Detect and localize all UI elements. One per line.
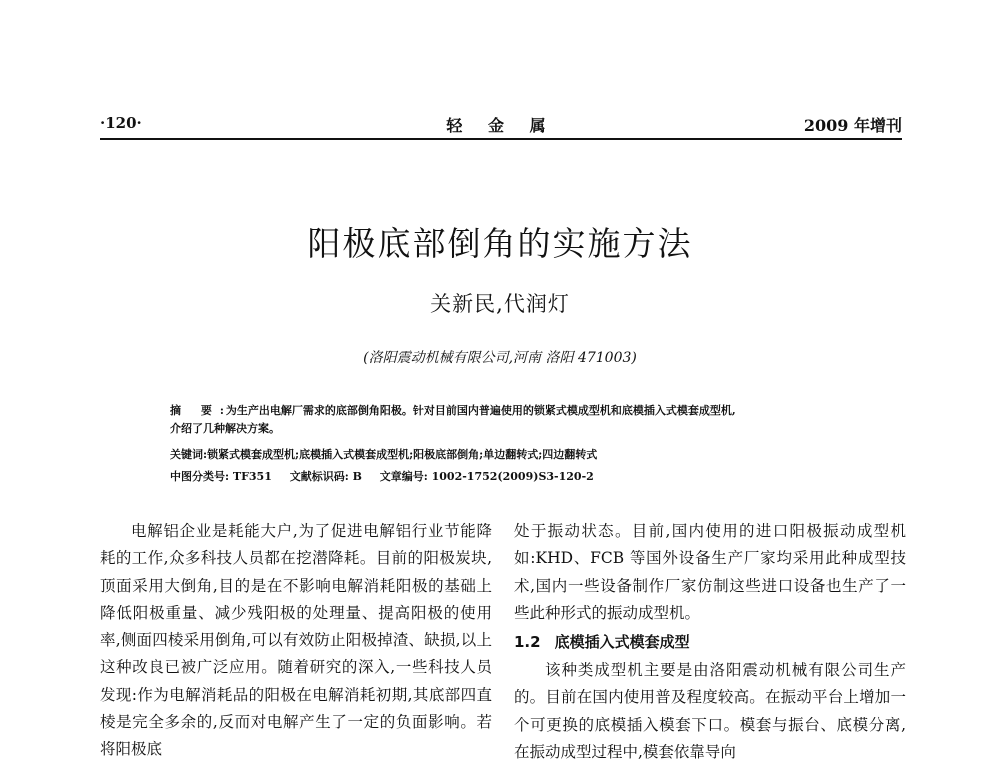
keywords-text: 锁紧式模套成型机;底模插入式模套成型机;阳极底部倒角;单边翻转式;四边翻转式 <box>207 448 598 461</box>
article-number: 文章编号: 1002-1752(2009)S3-120-2 <box>379 470 594 483</box>
issue-label: 2009 年增刊 <box>803 116 902 135</box>
journal-name: 轻 金 属 <box>446 116 556 135</box>
body-column-right <box>514 518 906 766</box>
abstract-text-line2: 介绍了几种解决方案。 <box>170 422 280 435</box>
keywords <box>170 446 870 464</box>
page-header <box>100 112 902 140</box>
section-heading <box>514 627 906 657</box>
abstract <box>170 402 870 438</box>
body-paragraph: 电解铝企业是耗能大户,为了促进电解铝行业节能降耗的工作,众多科技人员都在挖潜降耗。目前的阳极炭块,顶面采用大倒角,目的是在不影响电解消耗阳极的基础上降低阳极重量、减少残阳极的处理量、提高阳极的使用率,侧面四棱采用倒角,可以有效防止阳极掉渣、缺损,以上这种改良已被广泛应用。随着研究的深入,一些科技人员发现:作为电解消耗品的阳极在电解消耗初期,其底部四直棱是完全多余的,反而对电解产生了一定的负面影响。若将阳极底 <box>100 522 492 759</box>
section-title: 底模插入式模套成型 <box>554 633 690 652</box>
article-affiliation: (洛阳震动机械有限公司,河南 洛阳 471003) <box>363 350 637 366</box>
classification-line <box>170 468 870 486</box>
abstract-text-line1: 为生产出电解厂需求的底部倒角阳极。针对目前国内普遍使用的锁紧式模成型机和底模插入式模套成型机, <box>225 404 736 417</box>
article-title: 阳极底部倒角的实施方法 <box>307 224 693 263</box>
body-paragraph: 该种类成型机主要是由洛阳震动机械有限公司生产的。目前在国内使用普及程度较高。在振动平台上增加一个可更换的底模插入模套下口。模套与振台、底模分离,在振动成型过程中,模套依靠导向 <box>514 661 906 762</box>
body-column-left <box>100 518 492 764</box>
keywords-label: 关键词: <box>170 448 208 461</box>
abstract-label: 摘 要: <box>170 404 232 417</box>
classification-number: 中图分类号: TF351 <box>170 470 272 483</box>
page-number: ·120· <box>100 114 142 132</box>
document-code: 文献标识码: B <box>289 470 362 483</box>
article-authors: 关新民,代润灯 <box>430 292 570 316</box>
body-paragraph: 处于振动状态。目前,国内使用的进口阳极振动成型机如:KHD、FCB 等国外设备生产厂家均采用此种成型技术,国内一些设备制作厂家仿制这些进口设备也生产了一些此种形式的振动成型机。 <box>514 522 906 622</box>
section-number: 1.2 <box>514 633 541 652</box>
